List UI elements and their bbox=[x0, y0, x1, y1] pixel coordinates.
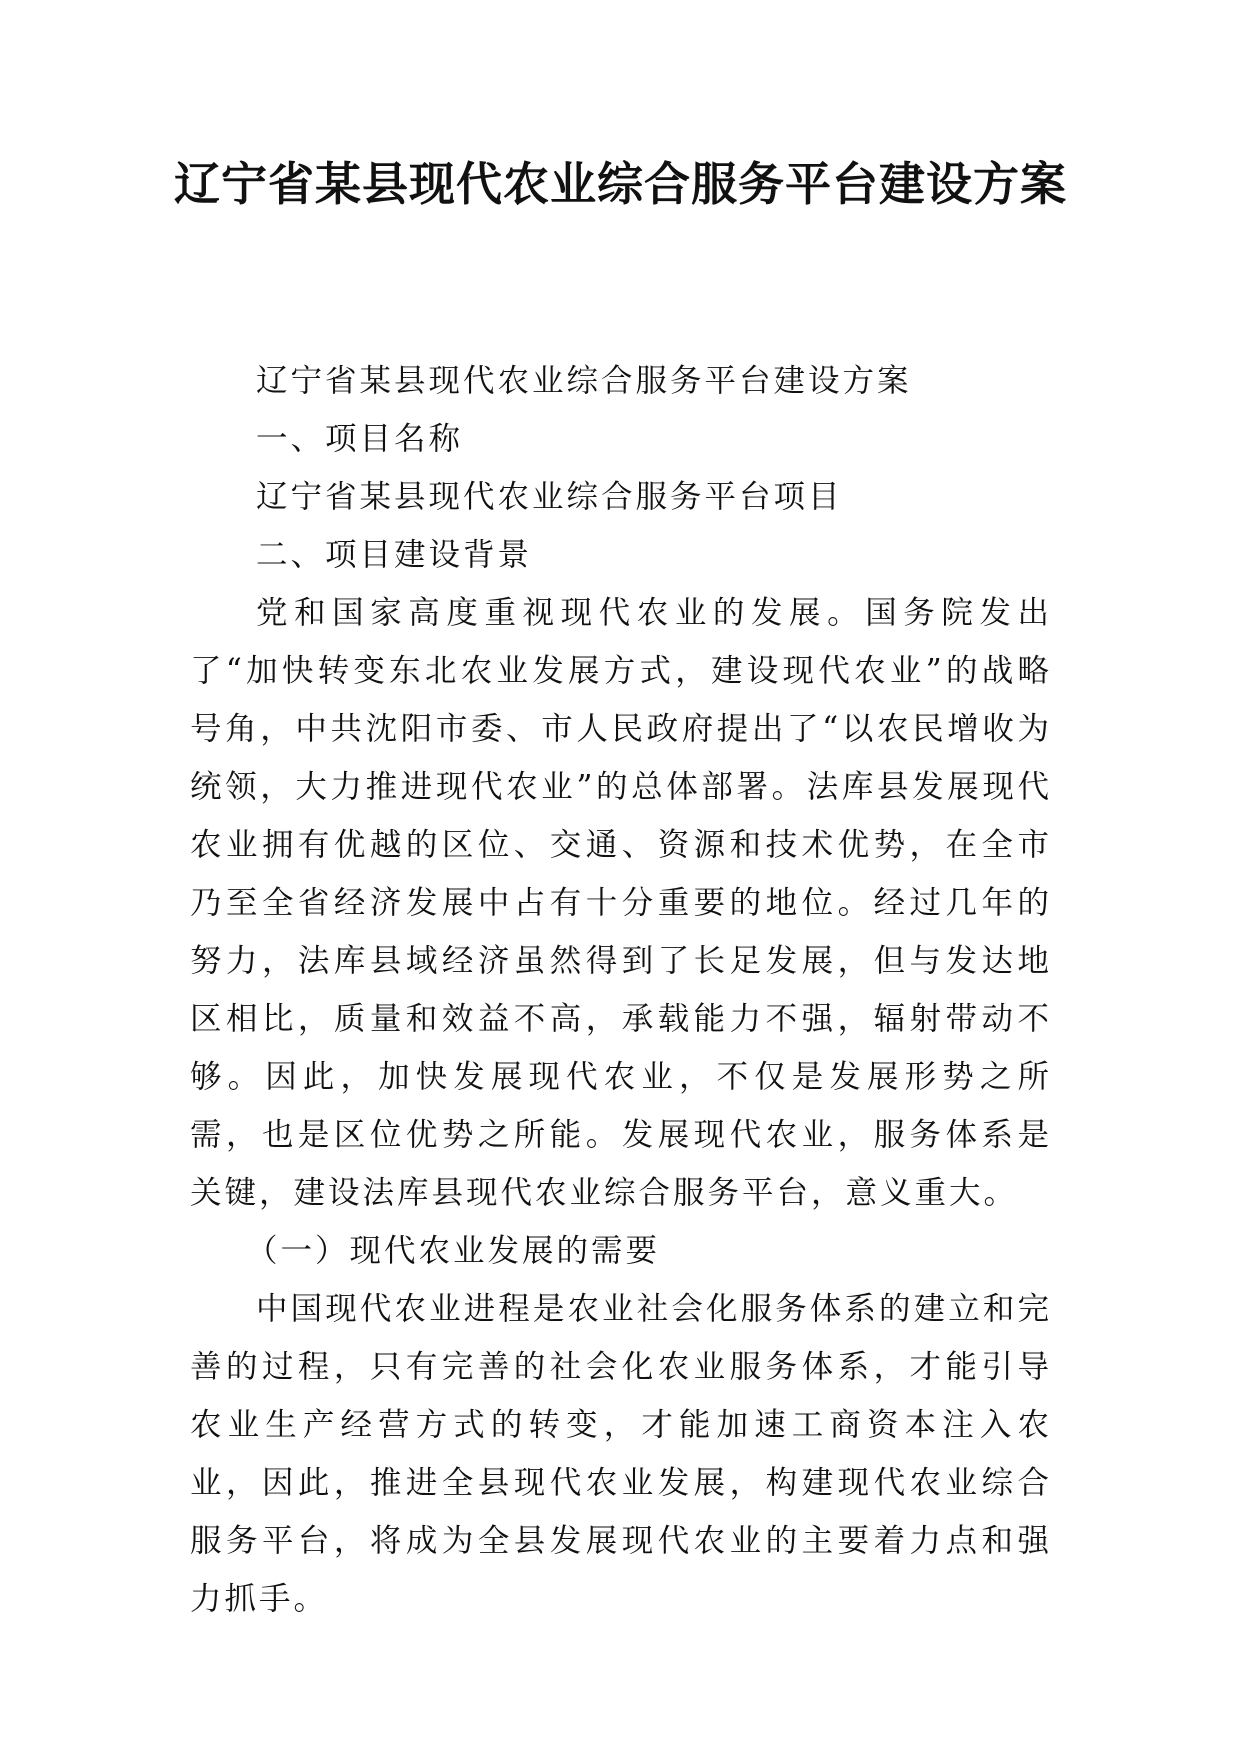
subsection-heading-development-need: （一）现代农业发展的需要 bbox=[246, 1233, 661, 1269]
section-heading-project-name: 一、项目名称 bbox=[256, 421, 464, 457]
restated-title: 辽宁省某县现代农业综合服务平台建设方案 bbox=[256, 363, 912, 399]
background-paragraph: 党和国家高度重视现代农业的发展。国务院发出了“加快转变东北农业发展方式，建设现代农业”的战略号角，中共沈阳市委、市人民政府提出了“以农民增收为统领，大力推进现代农业”的总体部署。法库县发展现代农业拥有优越的区位、交通、资源和技术优势，在全市乃至全省经济发展中占有十分重要的地位。经过几年的努力，法库县域经济虽然得到了长足发展，但与发达地区相比，质量和效益不高，承载能力不强，辐射带动不够。因此，加快发展现代农业，不仅是发展形势之所需，也是区位优势之所能。发展现代农业，服务体系是关键，建设法库县现代农业综合服务平台，意义重大。 bbox=[190, 595, 1052, 1211]
document-title: 辽宁省某县现代农业综合服务平台建设方案 bbox=[174, 157, 1067, 211]
document-body bbox=[190, 352, 1052, 1628]
project-name-text: 辽宁省某县现代农业综合服务平台项目 bbox=[256, 479, 843, 515]
development-need-paragraph: 中国现代农业进程是农业社会化服务体系的建立和完善的过程，只有完善的社会化农业服务体系，才能引导农业生产经营方式的转变，才能加速工商资本注入农业，因此，推进全县现代农业发展，构建现代农业综合服务平台，将成为全县发展现代农业的主要着力点和强力抓手。 bbox=[190, 1291, 1052, 1617]
section-heading-background: 二、项目建设背景 bbox=[256, 537, 533, 573]
